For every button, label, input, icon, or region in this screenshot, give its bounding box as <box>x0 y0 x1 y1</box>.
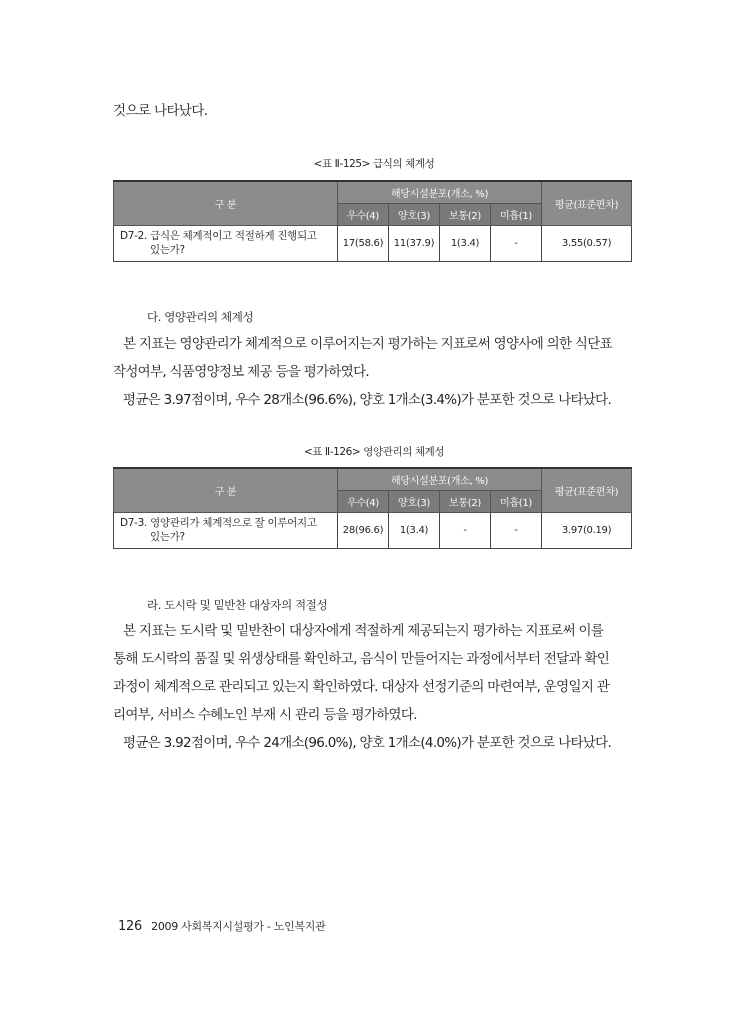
paragraph-line: 본 지표는 영양관리가 체계적으로 이루어지는지 평가하는 지표로써 영양사에 의한 식단표 <box>123 336 612 352</box>
cell-excellent: 17(58.6) <box>338 225 389 261</box>
table-126 <box>113 467 632 549</box>
header-distribution: 해당시설분포(개소, %) <box>338 468 542 490</box>
table-125 <box>113 180 632 262</box>
cell-good: 11(37.9) <box>389 225 440 261</box>
cell-average: 1(3.4) <box>440 225 491 261</box>
paragraph-line: 리여부, 서비스 수혜노인 부재 시 관리 등을 평가하였다. <box>113 707 417 723</box>
row-item <box>114 512 338 548</box>
subheader-good: 양호(3) <box>389 490 440 512</box>
cell-good: 1(3.4) <box>389 512 440 548</box>
table-row <box>114 225 632 261</box>
row-item <box>114 225 338 261</box>
subheader-average: 보통(2) <box>440 203 491 225</box>
table-row <box>114 512 632 548</box>
cell-average: - <box>440 512 491 548</box>
paragraph-line: 작성여부, 식품영양정보 제공 등을 평가하였다. <box>113 364 370 380</box>
header-distribution: 해당시설분포(개소, %) <box>338 181 542 203</box>
paragraph-line: 평균은 3.92점이며, 우수 24개소(96.0%), 양호 1개소(4.0%)가 분포한 것으로 나타났다. <box>123 735 612 751</box>
section-ra-heading: 라. 도시락 및 밑반찬 대상자의 적절성 <box>147 598 328 612</box>
row-item-line1: D7-2. 급식은 체계적이고 적절하게 진행되고 <box>120 230 317 242</box>
cell-poor: - <box>491 225 542 261</box>
subheader-excellent: 우수(4) <box>338 203 389 225</box>
header-average: 평균(표준편차) <box>542 181 632 225</box>
table-126-caption: <표 Ⅱ-126> 영양관리의 체계성 <box>303 446 445 458</box>
publication-title: 2009 사회복지시설평가 - 노인복지관 <box>151 920 326 933</box>
paragraph-line: 본 지표는 도시락 및 밑반찬이 대상자에게 적절하게 제공되는지 평가하는 지표로써 이를 <box>123 623 604 639</box>
section-da-body <box>113 330 638 414</box>
cell-poor: - <box>491 512 542 548</box>
header-category: 구 분 <box>114 468 338 512</box>
section-ra-body <box>113 617 638 757</box>
table-125-caption: <표 Ⅱ-125> 급식의 체계성 <box>313 158 435 170</box>
subheader-poor: 미흡(1) <box>491 203 542 225</box>
cell-mean: 3.55(0.57) <box>542 225 632 261</box>
paragraph-line: 평균은 3.97점이며, 우수 28개소(96.6%), 양호 1개소(3.4%)가 분포한 것으로 나타났다. <box>123 392 612 408</box>
row-item-line1: D7-3. 영양관리가 체계적으로 잘 이루어지고 <box>120 517 317 529</box>
page-number: 126 <box>118 919 142 934</box>
cell-excellent: 28(96.6) <box>338 512 389 548</box>
subheader-average: 보통(2) <box>440 490 491 512</box>
subheader-poor: 미흡(1) <box>491 490 542 512</box>
paragraph-line: 과정이 체계적으로 관리되고 있는지 확인하였다. 대상자 선정기준의 마련여부, 운영일지 관 <box>113 679 610 695</box>
row-item-line2: 있는가? <box>150 244 185 256</box>
section-da-heading: 다. 영양관리의 체계성 <box>147 310 254 324</box>
page-footer <box>118 918 325 934</box>
paragraph-line: 통해 도시락의 품질 및 위생상태를 확인하고, 음식이 만들어지는 과정에서부터 전달과 확인 <box>113 651 610 667</box>
intro-line: 것으로 나타났다. <box>113 103 208 119</box>
header-category: 구 분 <box>114 181 338 225</box>
header-average: 평균(표준편차) <box>542 468 632 512</box>
subheader-good: 양호(3) <box>389 203 440 225</box>
row-item-line2: 있는가? <box>150 531 185 543</box>
cell-mean: 3.97(0.19) <box>542 512 632 548</box>
subheader-excellent: 우수(4) <box>338 490 389 512</box>
